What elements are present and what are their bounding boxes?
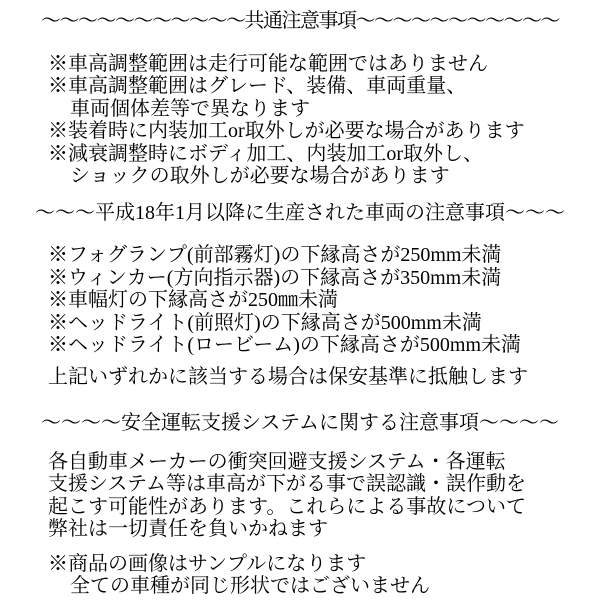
notice-line-headlight-height: ※ヘッドライト(前照灯)の下縁高さが500mm未満: [48, 311, 482, 334]
section-safety-system-header: ～～～～安全運転支援システムに関する注意事項～～～～: [41, 412, 559, 434]
notice-line-damping-adjustment: ※減衰調整時にボディ加工、内装加工or取外し、: [48, 142, 484, 165]
notice-line-no-liability: 弊社は一切責任を負いかねます: [48, 518, 328, 540]
notice-line-shape-differs: 全ての車種が同じ形状ではございません: [70, 575, 430, 597]
notice-line-interior-modification: ※装着時に内装加工or取外しが必要な場合があります: [48, 120, 525, 142]
notice-line-clearance-lamp-height: ※車幅灯の下縁高さが250㎜未満: [48, 289, 338, 311]
notice-line-lowbeam-height: ※ヘッドライト(ロービーム)の下縁高さが500mm未満: [48, 334, 522, 356]
notice-line-collision-avoidance: 各自動車メーカーの衝突回避支援システム・各運転: [48, 450, 506, 473]
section-common-header: ～～～～～～～～～～～共通注意事項～～～～～～～～～～～: [41, 10, 559, 32]
section-product-image: [0, 553, 600, 598]
section-heisei18-header: ～～～平成18年1月以降に生産された車両の注意事項～～～: [35, 201, 565, 224]
notice-line-grade-equipment: ※車高調整範囲はグレード、装備、車両重量、: [48, 75, 467, 97]
notice-line-misrecognition: 支援システム等は車高が下がる事で誤認識・誤作動を: [48, 473, 526, 495]
notice-line-vehicle-variance: 車両個体差等で異なります: [70, 97, 310, 120]
section-safety-system: [0, 412, 600, 541]
notice-line-shock-removal: ショックの取外しが必要な場合があります: [70, 165, 450, 187]
notice-line-safety-standard: 上記いずれかに該当する場合は保安基準に抵触します: [48, 365, 528, 388]
section-common: [0, 10, 600, 188]
notice-line-sample-image: ※商品の画像はサンプルになります: [48, 552, 367, 575]
notice-line-foglamp-height: ※フォグランプ(前部霧灯)の下縁高さが250mm未満: [48, 244, 502, 266]
notice-line-turnsignal-height: ※ウィンカー(方向指示器)の下縁高さが350mm未満: [48, 266, 502, 289]
notice-line-ride-height-range: ※車高調整範囲は走行可能な範囲ではありません: [48, 52, 488, 75]
notice-line-accident: 起こす可能性があります。これらによる事故について: [48, 495, 526, 518]
section-heisei18: [0, 202, 600, 389]
